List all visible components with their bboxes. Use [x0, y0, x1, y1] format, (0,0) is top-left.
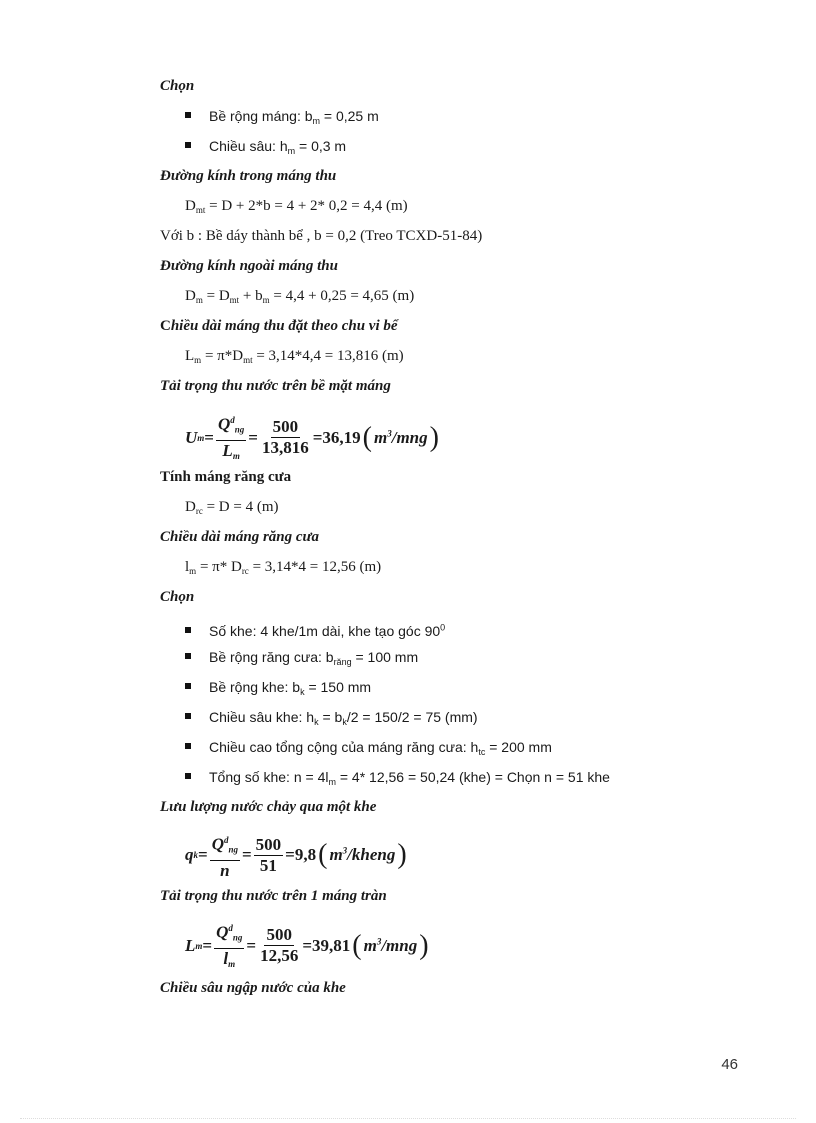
heading-chieu-dai-mang-rang-cua: Chiều dài máng răng cưa — [160, 529, 320, 545]
heading-duong-kinh-trong: Đường kính trong máng thu — [160, 168, 337, 184]
heading-duong-kinh-ngoai: Đường kính ngoài máng thu — [160, 258, 338, 274]
heading-luu-luong: Lưu lượng nước chảy qua một khe — [160, 799, 377, 815]
heading-tinh-mang-rang-cua: Tính máng răng cưa — [160, 469, 292, 485]
fraction-q-over-n: $\frac{Q^d_{ng}}{n}$ — [210, 830, 240, 881]
bullet-so-khe: Số khe: 4 khe/1m dài, khe tạo góc $90^0$ — [185, 617, 445, 642]
equation-lm-rc: $l_m = \pi*$ $D_{rc} = 3,14*4 = 12,56$ (m) — [185, 559, 382, 576]
bullet-square-icon — [185, 683, 191, 689]
page-number: 46 — [721, 1056, 738, 1073]
formula-um: U m = $\frac{Q^d_{ng}}{L_m}$ = $\frac{500}{13,816}$ =36,19 ( $m^3$/mng ) — [185, 410, 441, 466]
fraction-values: $\frac{500}{12,56}$ — [260, 925, 299, 966]
bullet-square-icon — [185, 713, 191, 719]
heading-chieu-dai-mang-thu: Chiều dài máng thu đặt theo chu vi bể — [160, 318, 398, 334]
bullet-tong-so-khe: Tổng số khe: $n = 4l_m = 4*$ 12,56 = 50,24 (khe) = Chọn n = 51 khe — [185, 767, 610, 792]
fraction-values: $\frac{500}{51}$ — [255, 834, 282, 875]
bullet-square-icon — [185, 627, 191, 633]
bullet-square-icon — [185, 112, 191, 118]
formula-qk: q k = $\frac{Q^d_{ng}}{n}$ = $\frac{500}{51}$ =9,8 ( $m^3$/kheng ) — [185, 830, 409, 881]
heading-tai-trong-thu-nuoc: Tải trọng thu nước trên bề mặt máng — [160, 378, 391, 394]
bullet-chieu-sau-khe: Chiều sâu khe: $h_k = b_k/2 = 150/2 = 75$ (mm) — [185, 707, 478, 732]
note-voi-b: Với b : Bề dáy thành bể , b = 0,2 (Treo TCXD-51-84) — [160, 228, 483, 244]
bullet-chieu-sau: Chiều sâu: $h_m = 0,3$ m — [185, 136, 346, 161]
bullet-square-icon — [185, 653, 191, 659]
bullet-square-icon — [185, 142, 191, 148]
heading-chieu-sau-ngap: Chiều sâu ngập nước của khe — [160, 980, 346, 996]
formula-lm: L m = $\frac{Q^d_{ng}}{l_m}$ = $\frac{500}{12,56}$ =39,81 ( $m^3$/mng ) — [185, 918, 431, 974]
equation-dm: $D_m = D_{mt} + b_m = 4,4 + 0,25 = 4,65$ (m) — [185, 288, 415, 305]
bullet-be-rong-rang-cua: Bề rộng răng cưa: $b_{răng} = 100$ mm — [185, 647, 418, 672]
bullet-chieu-cao-tong-cong: Chiều cao tổng cộng của máng răng cưa: $h_{tc} = 200$ mm — [185, 737, 552, 762]
equation-dmt: $D_{mt} = D + 2*b = 4 + 2*$ 0,2 = 4,4 (m) — [185, 198, 408, 215]
equation-lm: $L_m = \pi*D_{mt} = 3,14*4,4 = 13,816$ (m) — [185, 348, 404, 365]
footer-divider — [20, 1118, 796, 1119]
bullet-be-rong-khe: Bề rộng khe: $b_k = 150$ mm — [185, 677, 371, 702]
equation-drc: $D_{rc} = D = 4$ (m) — [185, 499, 279, 516]
heading-chon-1: Chọn — [160, 78, 195, 94]
bullet-be-rong-mang: Bề rộng máng: $b_m = 0,25$ m — [185, 106, 379, 131]
fraction-q-over-lm: $\frac{Q^d_{ng}}{l_m}$ — [214, 918, 244, 974]
heading-chon-2: Chọn — [160, 589, 195, 605]
bullet-square-icon — [185, 773, 191, 779]
heading-tai-trong-1-mang: Tải trọng thu nước trên 1 máng tràn — [160, 888, 387, 904]
fraction-q-over-l: $\frac{Q^d_{ng}}{L_m}$ — [216, 410, 246, 466]
bullet-square-icon — [185, 743, 191, 749]
fraction-values: $\frac{500}{13,816}$ — [261, 417, 309, 458]
